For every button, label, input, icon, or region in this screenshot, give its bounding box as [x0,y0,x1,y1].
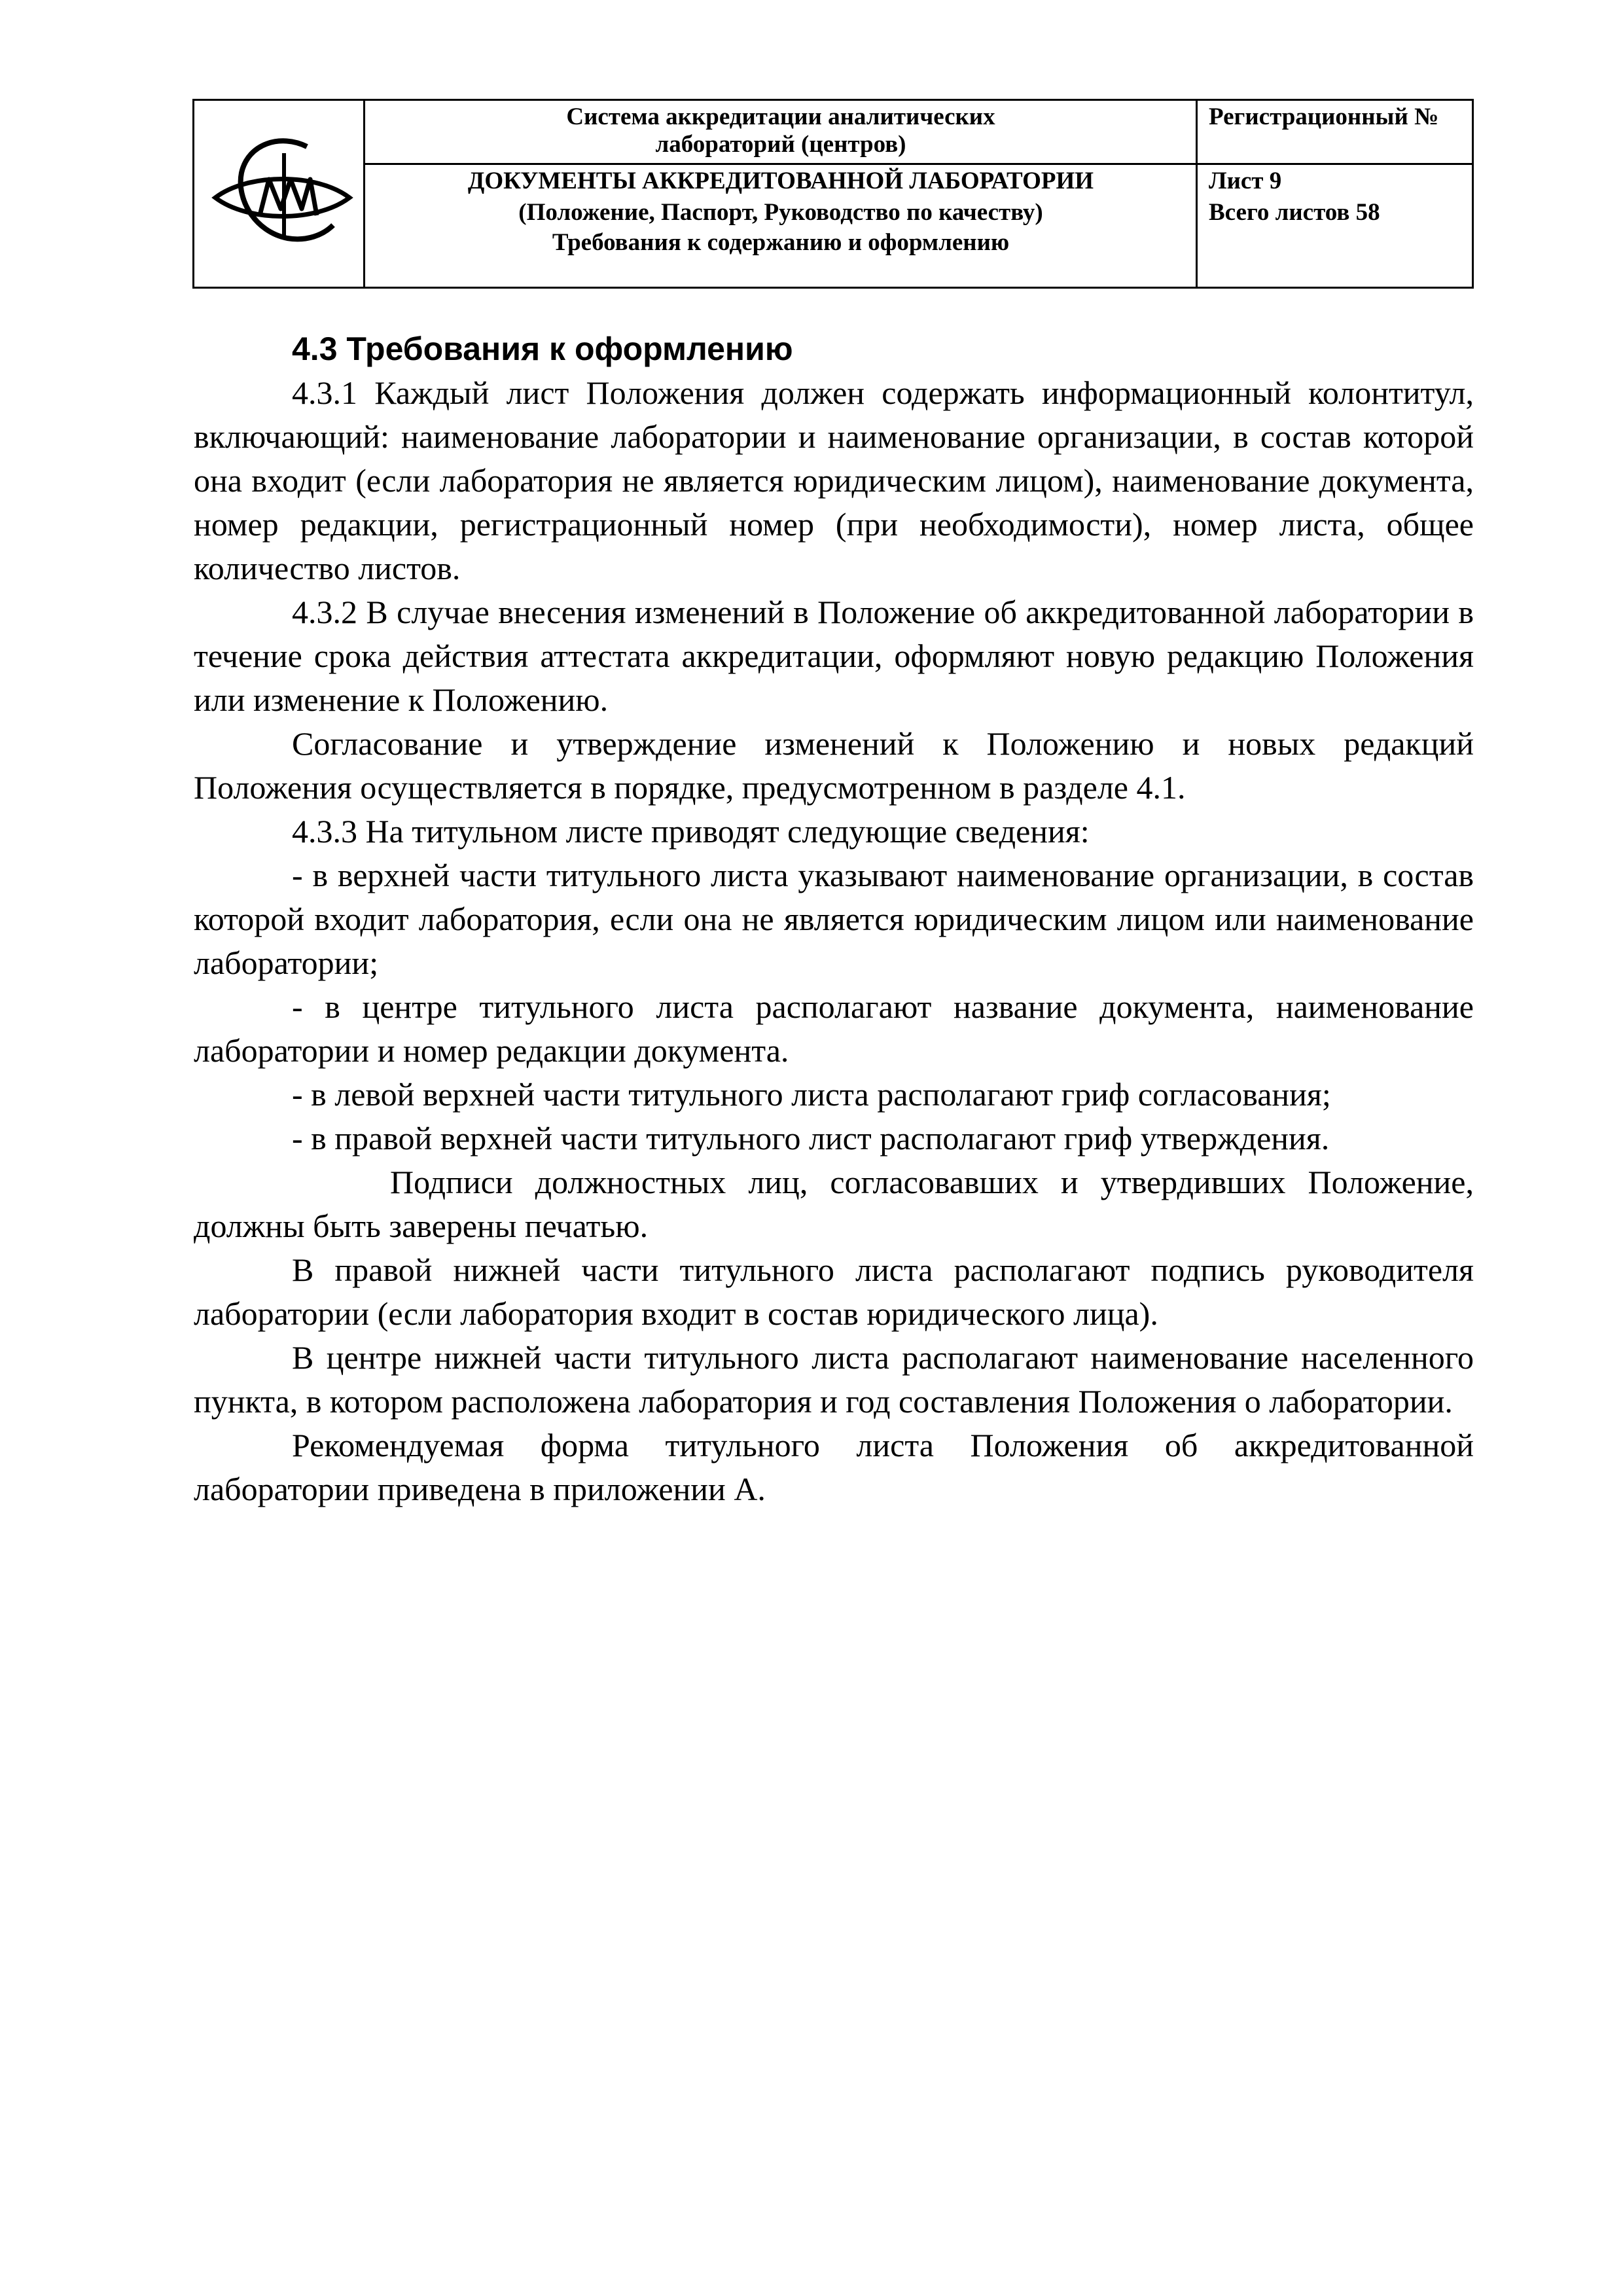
header-divider [363,163,1472,165]
paragraph: 4.3.3 На титульном листе приводят следующие сведения: [292,813,1090,850]
doc-subject: Требования к содержанию и оформлению [552,229,1010,256]
paragraph: - в верхней части титульного листа указывают наименование организации, в состав которой входит лаборатория, если она не является юридическим лицом или наименование лаборатории; [194,857,1474,981]
system-name: Система аккредитации аналитических [566,103,995,130]
sheet-number: Лист 9 [1209,168,1282,194]
paragraph: Подписи должностных лиц, согласовавших и утвердивших Положение, должны быть заверены печатью. [194,1164,1474,1244]
paragraph: В центре нижней части титульного листа располагают наименование населенного пункта, в котором расположена лаборатория и год составления Положения о лаборатории. [194,1339,1474,1420]
paragraph: В правой нижней части титульного листа располагают подпись руководителя лаборатории (если лаборатория входит в состав юридического лица). [194,1251,1474,1332]
paragraph: Согласование и утверждение изменений к Положению и новых редакций Положения осуществляется в порядке, предусмотренном в разделе 4.1. [194,725,1474,806]
header-divider [363,101,365,287]
paragraph: 4.3.2 В случае внесения изменений в Положение об аккредитованной лаборатории в течение срока действия аттестата аккредитации, оформляют новую редакцию Положения или изменение к Положению. [194,594,1474,718]
paragraph: 4.3.1 Каждый лист Положения должен содержать информационный колонтитул, включающий: наименование лаборатории и наименование организации, в состав которой она входит (если лаборатория не является юридическим лицом), наименование документа, номер редакции, регистрационный номер (при необходимости), номер листа, общее количество листов. [194,374,1474,586]
header-divider [1196,101,1198,287]
paragraph: - в центре титульного листа располагают название документа, наименование лаборатории и номер редакции документа. [194,988,1474,1069]
doc-title: ДОКУМЕНТЫ АККРЕДИТОВАННОЙ ЛАБОРАТОРИИ [467,168,1094,194]
registration-label: Регистрационный № [1209,103,1439,130]
paragraph: - в левой верхней части титульного листа располагают гриф согласования; [292,1076,1331,1113]
paragraph: - в правой верхней части титульного лист располагают гриф утверждения. [292,1120,1330,1157]
paragraph: Рекомендуемая форма титульного листа Положения об аккредитованной лаборатории приведена в приложении А. [194,1427,1474,1507]
document-header [192,99,1474,289]
document-body [194,327,1474,1511]
system-name-line2: лабораторий (центров) [655,131,906,158]
accreditation-system-logo-icon [209,127,356,258]
doc-subtitle: (Положение, Паспорт, Руководство по качеству) [518,199,1043,226]
total-sheets: Всего листов 58 [1209,199,1380,226]
section-title: 4.3 Требования к оформлению [292,331,793,367]
